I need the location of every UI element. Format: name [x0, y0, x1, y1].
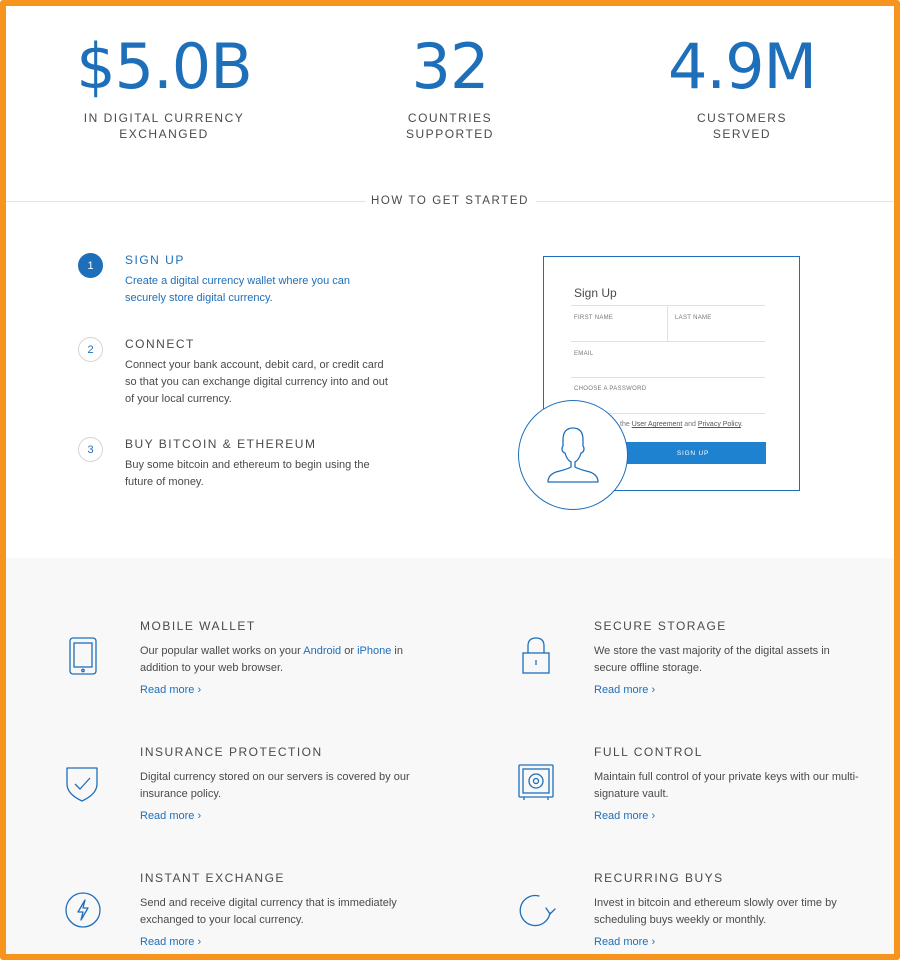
field-divider — [571, 341, 765, 342]
step-title: SIGN UP — [125, 253, 185, 267]
step-title: CONNECT — [125, 337, 195, 351]
feature-full-control — [594, 745, 874, 822]
step-number-badge: 2 — [78, 337, 103, 362]
divider-line-right — [536, 201, 894, 202]
read-more-link[interactable]: Read more › — [594, 810, 656, 822]
lock-icon — [518, 634, 554, 678]
feature-secure-storage — [594, 619, 874, 696]
stat-value: 4.9M — [667, 30, 817, 103]
tablet-icon — [66, 636, 100, 678]
password-label: CHOOSE A PASSWORD — [574, 386, 647, 392]
read-more-link[interactable]: Read more › — [594, 684, 656, 696]
stat-customers — [612, 32, 872, 142]
android-link[interactable]: Android — [303, 645, 342, 657]
step-description: Connect your bank account, debit card, or credit card so that you can exchange digital currency into and out of your local currency. — [125, 359, 388, 405]
user-agreement-link: User Agreement — [631, 421, 683, 428]
feature-description: Invest in bitcoin and ethereum slowly over time by scheduling buys weekly or monthly. — [594, 897, 837, 926]
feature-description: Our popular wallet works on your Android or iPhone in addition to your web browser. — [140, 645, 403, 674]
section-divider — [6, 195, 894, 207]
field-divider — [571, 305, 765, 306]
stat-value: $5.0B — [76, 30, 252, 103]
first-name-label: FIRST NAME — [574, 315, 614, 321]
feature-title: SECURE STORAGE — [594, 619, 727, 633]
feature-description: Digital currency stored on our servers is covered by our insurance policy. — [140, 771, 410, 800]
stat-label: CUSTOMERS SERVED — [697, 111, 787, 141]
step-number-badge: 1 — [78, 253, 103, 278]
feature-mobile-wallet — [140, 619, 420, 696]
stat-countries — [320, 32, 580, 142]
feature-title: FULL CONTROL — [594, 745, 703, 759]
feature-recurring-buys — [594, 871, 874, 948]
feature-title: INSURANCE PROTECTION — [140, 745, 323, 759]
field-divider — [571, 377, 765, 378]
feature-title: INSTANT EXCHANGE — [140, 871, 285, 885]
avatar — [518, 400, 628, 510]
agreement-text: the User Agreement and Privacy Policy. — [620, 421, 743, 428]
read-more-link[interactable]: Read more › — [594, 936, 656, 948]
refresh-icon — [516, 890, 558, 930]
signup-card-title: Sign Up — [574, 286, 617, 300]
read-more-link[interactable]: Read more › — [140, 936, 202, 948]
step-description: Buy some bitcoin and ethereum to begin using the future of money. — [125, 459, 370, 488]
vault-icon — [516, 762, 556, 802]
user-icon — [518, 400, 628, 510]
stat-value: 32 — [411, 30, 489, 103]
lightning-icon — [63, 890, 103, 930]
step-description: Create a digital currency wallet where you can securely store digital currency. — [125, 275, 351, 304]
feature-title: MOBILE WALLET — [140, 619, 256, 633]
privacy-policy-link: Privacy Policy — [697, 421, 741, 428]
features-section — [6, 558, 894, 960]
stat-label: IN DIGITAL CURRENCY EXCHANGED — [83, 111, 245, 141]
shield-icon — [64, 762, 100, 804]
step-title: BUY BITCOIN & ETHEREUM — [125, 437, 317, 451]
section-title: HOW TO GET STARTED — [370, 195, 530, 207]
feature-instant-exchange — [140, 871, 420, 948]
feature-description: Send and receive digital currency that is immediately exchanged to your local currency. — [140, 897, 397, 926]
last-name-label: LAST NAME — [675, 315, 712, 321]
feature-description: Maintain full control of your private keys with our multi-signature vault. — [594, 771, 859, 800]
stat-label: COUNTRIES SUPPORTED — [406, 111, 494, 141]
email-label: EMAIL — [574, 351, 594, 357]
stat-exchanged — [34, 32, 294, 142]
iphone-link[interactable]: iPhone — [357, 645, 392, 657]
stats-section — [6, 6, 894, 192]
feature-description: We store the vast majority of the digital assets in secure offline storage. — [594, 645, 830, 674]
feature-title: RECURRING BUYS — [594, 871, 724, 885]
field-divider — [667, 305, 668, 341]
signup-button-illustration: SIGN UP — [620, 442, 766, 464]
feature-insurance-protection — [140, 745, 420, 822]
read-more-link[interactable]: Read more › — [140, 684, 202, 696]
read-more-link[interactable]: Read more › — [140, 810, 202, 822]
step-number-badge: 3 — [78, 437, 103, 462]
